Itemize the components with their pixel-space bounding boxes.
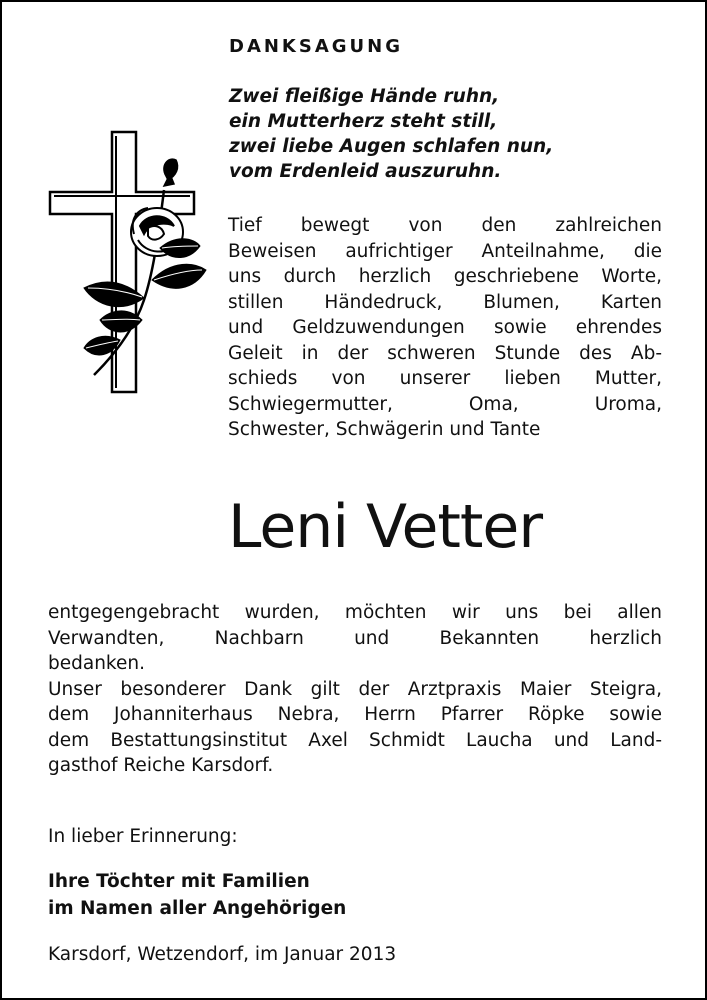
body-line: entgegengebracht wurden, möchten wir uns bei allen	[48, 602, 662, 623]
intro-paragraph	[228, 213, 662, 443]
body-line: dem Johanniterhaus Nebra, Herrn Pfarrer Röpke sowie	[48, 704, 662, 725]
closing-phrase: In lieber Erinnerung:	[48, 826, 238, 847]
poem	[229, 84, 553, 184]
intro-line: stillen Händedruck, Blumen, Karten	[228, 291, 662, 313]
thanks-paragraph	[48, 600, 662, 779]
cross-with-rose-icon	[44, 130, 214, 410]
poem-line: zwei liebe Augen schlafen nun,	[229, 136, 554, 157]
body-line: bedanken.	[48, 653, 145, 674]
intro-line: Beweisen aufrichtiger Anteilnahme, die	[228, 240, 662, 262]
signature-line: im Namen aller Angehörigen	[48, 898, 347, 919]
signature-line: Ihre Töchter mit Familien	[48, 871, 310, 892]
signature-block	[48, 868, 346, 922]
intro-line: uns durch herzlich geschriebene Worte,	[228, 266, 662, 287]
poem-line: vom Erdenleid auszuruhn.	[229, 161, 502, 182]
body-line: dem Bestattungsinstitut Axel Schmidt Laucha und Land-	[48, 729, 662, 751]
body-line: Verwandten, Nachbarn und Bekannten herzlich	[48, 627, 662, 649]
body-line: Unser besonderer Dank gilt der Arztpraxis Maier Steigra,	[48, 678, 662, 700]
intro-line: Geleit in der schweren Stunde des Ab-	[228, 342, 662, 364]
deceased-name: Leni Vetter	[228, 492, 542, 562]
intro-line: schieds von unserer lieben Mutter,	[228, 368, 662, 389]
intro-line: und Geldzuwendungen sowie ehrendes	[228, 317, 662, 338]
intro-line: Tief bewegt von den zahlreichen	[228, 215, 662, 236]
poem-line: Zwei fleißige Hände ruhn,	[229, 86, 500, 107]
heading: DANKSAGUNG	[229, 36, 404, 57]
intro-line: Schwiegermutter, Oma, Uroma,	[228, 393, 662, 415]
intro-line: Schwester, Schwägerin und Tante	[228, 419, 541, 440]
body-line: gasthof Reiche Karsdorf.	[48, 755, 274, 776]
place-date: Karsdorf, Wetzendorf, im Januar 2013	[48, 944, 397, 965]
poem-line: ein Mutterherz steht still,	[229, 111, 498, 132]
